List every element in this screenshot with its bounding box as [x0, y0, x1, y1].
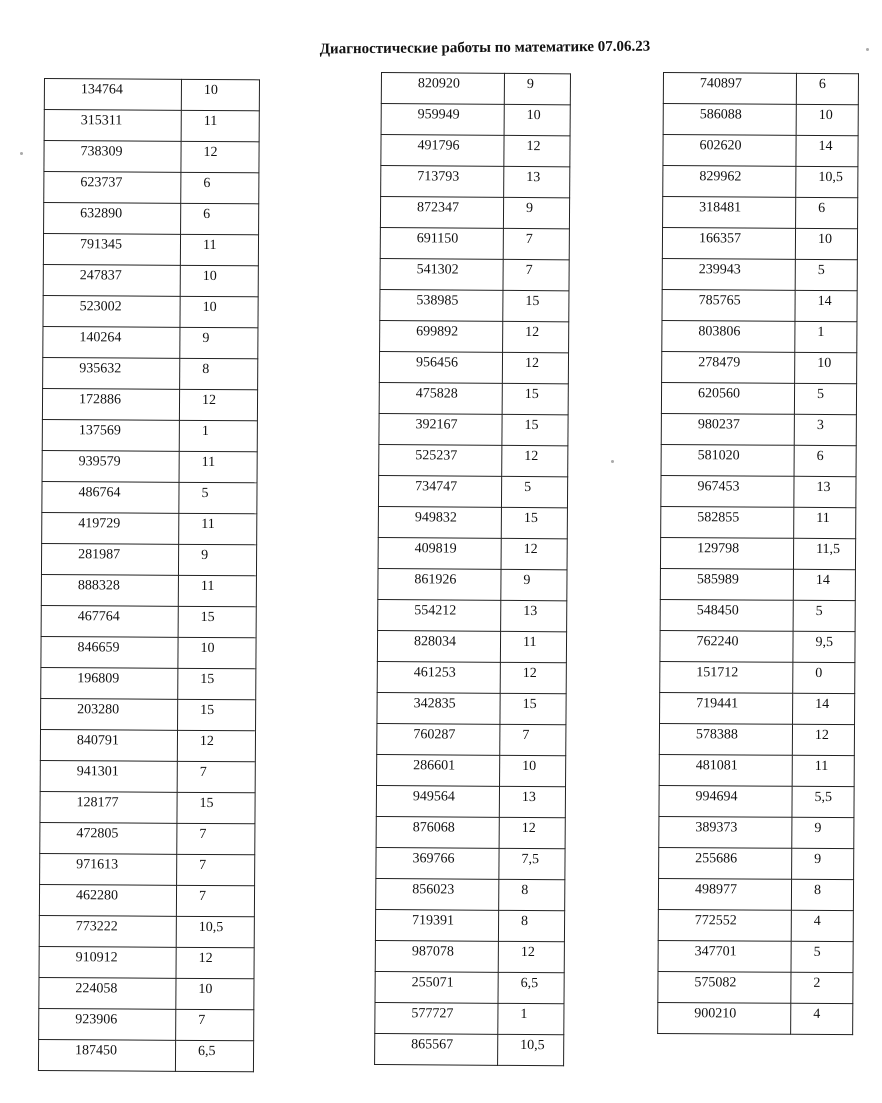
- score-value: 5: [179, 482, 257, 513]
- participant-id: 829962: [663, 166, 796, 198]
- score-value: 10: [796, 104, 858, 135]
- table-row: [376, 785, 565, 817]
- score-value: 4: [791, 910, 853, 941]
- score-value: 12: [179, 389, 257, 420]
- score-value: 11: [178, 575, 256, 606]
- score-value: 9: [178, 544, 256, 575]
- score-value: 10: [795, 352, 857, 383]
- score-value: 13: [794, 476, 856, 507]
- table-row: [658, 1002, 853, 1034]
- participant-id: 461253: [377, 661, 500, 693]
- participant-id: 486764: [42, 481, 179, 513]
- participant-id: 137569: [42, 419, 179, 451]
- table-row: [44, 172, 259, 204]
- table-row: [42, 419, 257, 451]
- score-value: 15: [178, 668, 256, 699]
- table-row: [381, 135, 570, 167]
- participant-id: 620560: [661, 382, 794, 414]
- score-value: 10: [795, 228, 857, 259]
- participant-id: 738309: [44, 141, 181, 173]
- table-row: [660, 568, 855, 600]
- table-row: [40, 729, 255, 761]
- participant-id: 994694: [659, 785, 792, 817]
- score-value: 6: [796, 197, 858, 228]
- table-row: [660, 661, 855, 693]
- table-row: [377, 692, 566, 724]
- participant-id: 347701: [658, 940, 791, 972]
- participant-id: 734747: [378, 475, 501, 507]
- table-row: [380, 227, 569, 259]
- table-row: [378, 568, 567, 600]
- participant-id: 846659: [41, 636, 178, 668]
- score-value: 11: [179, 451, 257, 482]
- participant-id: 255686: [659, 847, 792, 879]
- participant-id: 538985: [380, 289, 503, 321]
- score-value: 12: [176, 947, 254, 978]
- table-row: [375, 1002, 564, 1034]
- table-row: [659, 723, 854, 755]
- participant-id: 785765: [662, 289, 795, 321]
- participant-id: 151712: [660, 661, 793, 693]
- participant-id: 959949: [381, 104, 504, 136]
- page-title: Диагностические работы по математике 07.06.23: [319, 38, 651, 58]
- score-value: 9: [792, 848, 854, 879]
- participant-id: 923906: [39, 1008, 176, 1040]
- participant-id: 467764: [41, 605, 178, 637]
- table-row: [41, 574, 256, 606]
- table-row: [659, 754, 854, 786]
- participant-id: 876068: [376, 816, 499, 848]
- table-row: [658, 971, 853, 1003]
- table-row: [661, 382, 856, 414]
- participant-id: 224058: [39, 977, 176, 1009]
- participant-id: 462280: [39, 884, 176, 916]
- score-value: 6: [796, 73, 858, 104]
- score-value: 15: [500, 693, 566, 724]
- participant-id: 548450: [660, 599, 793, 631]
- table-row: [41, 605, 256, 637]
- score-value: 6: [181, 172, 259, 203]
- score-value: 15: [177, 792, 255, 823]
- table-row: [381, 104, 570, 136]
- participant-id: 541302: [380, 258, 503, 290]
- participant-id: 865567: [375, 1033, 498, 1065]
- table-row: [43, 264, 258, 296]
- participant-id: 602620: [663, 135, 796, 167]
- participant-id: 762240: [660, 630, 793, 662]
- table-row: [39, 946, 254, 978]
- participant-id: 577727: [375, 1002, 498, 1034]
- participant-id: 585989: [660, 568, 793, 600]
- table-row: [375, 909, 564, 941]
- participant-id: 575082: [658, 971, 791, 1003]
- table-row: [661, 413, 856, 445]
- table-row: [39, 977, 254, 1009]
- score-value: 1: [795, 321, 857, 352]
- participant-id: 803806: [662, 320, 795, 352]
- participant-id: 578388: [659, 723, 792, 755]
- table-row: [660, 692, 855, 724]
- score-value: 11: [794, 507, 856, 538]
- score-value: 12: [502, 352, 568, 383]
- participant-id: 128177: [40, 791, 177, 823]
- table-row: [40, 822, 255, 854]
- score-value: 15: [502, 383, 568, 414]
- participant-id: 956456: [379, 351, 502, 383]
- table-row: [41, 667, 256, 699]
- participant-id: 166357: [662, 228, 795, 260]
- participant-id: 900210: [658, 1002, 791, 1034]
- score-value: 2: [791, 972, 853, 1003]
- table-row: [660, 630, 855, 662]
- score-value: 8: [498, 910, 564, 941]
- table-row: [375, 971, 564, 1003]
- table-row: [662, 228, 857, 260]
- participant-id: 791345: [43, 234, 180, 266]
- participant-id: 318481: [663, 197, 796, 229]
- participant-id: 828034: [377, 630, 500, 662]
- participant-id: 369766: [376, 847, 499, 879]
- score-value: 15: [178, 699, 256, 730]
- score-value: 15: [501, 507, 567, 538]
- score-value: 5: [501, 476, 567, 507]
- participant-id: 632890: [44, 203, 181, 235]
- participant-id: 967453: [661, 475, 794, 507]
- participant-id: 392167: [379, 413, 502, 445]
- scores-table-3: [657, 72, 859, 1035]
- table-row: [658, 909, 853, 941]
- table-row: [39, 915, 254, 947]
- table-row: [663, 104, 858, 136]
- score-value: 5: [794, 383, 856, 414]
- participant-id: 719441: [660, 692, 793, 724]
- participant-id: 820920: [381, 73, 504, 105]
- table-row: [39, 1008, 254, 1040]
- score-value: 9,5: [793, 631, 855, 662]
- participant-id: 888328: [41, 574, 178, 606]
- scores-table-2: [374, 72, 571, 1066]
- participant-id: 523002: [43, 295, 180, 327]
- participant-id: 196809: [41, 667, 178, 699]
- table-row: [380, 258, 569, 290]
- table-row: [378, 506, 567, 538]
- score-value: 12: [500, 662, 566, 693]
- participant-id: 134764: [44, 79, 181, 111]
- table-row: [663, 135, 858, 167]
- score-value: 11: [792, 755, 854, 786]
- score-value: 7,5: [499, 848, 565, 879]
- table-row: [379, 444, 568, 476]
- participant-id: 129798: [660, 537, 793, 569]
- score-value: 10: [500, 755, 566, 786]
- table-row: [376, 847, 565, 879]
- score-value: 8: [499, 879, 565, 910]
- table-row: [43, 326, 258, 358]
- score-value: 12: [503, 321, 569, 352]
- score-value: 11,5: [793, 538, 855, 569]
- score-value: 1: [498, 1003, 564, 1034]
- participant-id: 187450: [38, 1039, 175, 1071]
- score-value: 10,5: [176, 916, 254, 947]
- table-row: [42, 512, 257, 544]
- participant-id: 582855: [661, 506, 794, 538]
- participant-id: 772552: [658, 909, 791, 941]
- table-row: [40, 760, 255, 792]
- table-row: [43, 234, 258, 266]
- score-value: 11: [181, 110, 259, 141]
- table-row: [41, 636, 256, 668]
- table-row: [659, 816, 854, 848]
- participant-id: 255071: [375, 971, 498, 1003]
- participant-id: 861926: [378, 568, 501, 600]
- participant-id: 713793: [381, 166, 504, 198]
- score-value: 6,5: [175, 1040, 253, 1071]
- score-value: 13: [501, 600, 567, 631]
- participant-id: 949832: [378, 506, 501, 538]
- table-row: [44, 79, 259, 111]
- score-value: 14: [793, 569, 855, 600]
- table-row: [381, 166, 570, 198]
- table-row: [380, 320, 569, 352]
- score-value: 12: [504, 135, 570, 166]
- table-row: [377, 630, 566, 662]
- score-value: 5,5: [792, 786, 854, 817]
- table-row: [660, 537, 855, 569]
- score-value: 5: [791, 941, 853, 972]
- table-row: [378, 599, 567, 631]
- score-value: 10: [176, 978, 254, 1009]
- participant-id: 203280: [41, 698, 178, 730]
- score-value: 12: [502, 445, 568, 476]
- table-row: [381, 73, 570, 105]
- score-value: 7: [176, 1009, 254, 1040]
- participant-id: 472805: [40, 822, 177, 854]
- participant-id: 239943: [662, 258, 795, 290]
- table-row: [44, 203, 259, 235]
- score-value: 14: [796, 135, 858, 166]
- participant-id: 498977: [658, 878, 791, 910]
- table-row: [39, 884, 254, 916]
- participant-id: 586088: [663, 104, 796, 136]
- score-value: 15: [503, 290, 569, 321]
- participant-id: 419729: [42, 512, 179, 544]
- table-row: [659, 847, 854, 879]
- score-value: 9: [504, 73, 570, 104]
- table-row: [379, 382, 568, 414]
- participant-id: 840791: [40, 729, 177, 761]
- score-value: 13: [499, 786, 565, 817]
- participant-id: 623737: [44, 172, 181, 204]
- table-row: [375, 940, 564, 972]
- participant-id: 740897: [663, 73, 796, 105]
- score-value: 10,5: [498, 1034, 564, 1065]
- score-value: 7: [503, 228, 569, 259]
- score-value: 11: [179, 513, 257, 544]
- table-row: [378, 537, 567, 569]
- score-value: 6: [181, 203, 259, 234]
- table-row: [662, 320, 857, 352]
- table-row: [658, 878, 853, 910]
- participant-id: 278479: [662, 351, 795, 383]
- score-value: 3: [794, 414, 856, 445]
- score-value: 6: [794, 445, 856, 476]
- score-value: 15: [502, 414, 568, 445]
- participant-id: 525237: [379, 444, 502, 476]
- table-row: [662, 351, 857, 383]
- participant-id: 935632: [43, 357, 180, 389]
- score-value: 12: [792, 724, 854, 755]
- score-value: 8: [180, 358, 258, 389]
- score-value: 10: [504, 104, 570, 135]
- table-row: [377, 754, 566, 786]
- table-row: [44, 110, 259, 142]
- table-row: [41, 543, 256, 575]
- table-row: [377, 661, 566, 693]
- table-row: [380, 289, 569, 321]
- table-row: [40, 791, 255, 823]
- table-row: [379, 413, 568, 445]
- table-row: [44, 141, 259, 173]
- score-value: 12: [499, 817, 565, 848]
- participant-id: 987078: [375, 940, 498, 972]
- score-value: 7: [177, 854, 255, 885]
- participant-id: 315311: [44, 110, 181, 142]
- table-row: [662, 258, 857, 290]
- participant-id: 286601: [377, 754, 500, 786]
- score-value: 7: [500, 724, 566, 755]
- table-row: [43, 295, 258, 327]
- scan-speck: [611, 460, 614, 463]
- score-value: 11: [180, 234, 258, 265]
- score-value: 13: [504, 166, 570, 197]
- score-value: 7: [177, 823, 255, 854]
- score-value: 15: [178, 606, 256, 637]
- score-value: 9: [501, 569, 567, 600]
- participant-id: 481081: [659, 754, 792, 786]
- table-row: [375, 1033, 564, 1065]
- participant-id: 491796: [381, 135, 504, 167]
- table-row: [376, 878, 565, 910]
- participant-id: 389373: [659, 816, 792, 848]
- participant-id: 691150: [380, 227, 503, 259]
- table-row: [663, 197, 858, 229]
- score-value: 5: [793, 600, 855, 631]
- participant-id: 971613: [40, 853, 177, 885]
- participant-id: 140264: [43, 326, 180, 358]
- score-value: 12: [501, 538, 567, 569]
- table-row: [378, 475, 567, 507]
- table-row: [42, 388, 257, 420]
- table-row: [380, 197, 569, 229]
- score-value: 12: [177, 730, 255, 761]
- participant-id: 281987: [41, 543, 178, 575]
- score-value: 10: [180, 296, 258, 327]
- participant-id: 773222: [39, 915, 176, 947]
- score-value: 11: [500, 631, 566, 662]
- score-value: 7: [176, 885, 254, 916]
- score-value: 7: [177, 761, 255, 792]
- score-value: 12: [181, 141, 259, 172]
- table-row: [42, 481, 257, 513]
- table-row: [662, 289, 857, 321]
- score-value: 9: [792, 817, 854, 848]
- table-row: [40, 853, 255, 885]
- participant-id: 172886: [42, 388, 179, 420]
- table-row: [658, 940, 853, 972]
- table-row: [663, 73, 858, 105]
- score-value: 7: [503, 259, 569, 290]
- table-row: [661, 444, 856, 476]
- score-value: 9: [180, 327, 258, 358]
- scan-speck: [866, 48, 869, 51]
- score-value: 10: [181, 79, 259, 110]
- table-row: [42, 450, 257, 482]
- table-row: [663, 166, 858, 198]
- score-value: 4: [791, 1003, 853, 1034]
- table-row: [659, 785, 854, 817]
- score-value: 1: [179, 420, 257, 451]
- score-value: 6,5: [498, 972, 564, 1003]
- scores-table-1: [38, 78, 260, 1072]
- participant-id: 980237: [661, 413, 794, 445]
- score-value: 14: [795, 290, 857, 321]
- participant-id: 719391: [375, 909, 498, 941]
- table-row: [38, 1039, 253, 1071]
- table-row: [377, 723, 566, 755]
- participant-id: 475828: [379, 382, 502, 414]
- score-value: 5: [795, 259, 857, 290]
- score-value: 10: [180, 265, 258, 296]
- participant-id: 856023: [376, 878, 499, 910]
- participant-id: 939579: [42, 450, 179, 482]
- participant-id: 554212: [378, 599, 501, 631]
- participant-id: 941301: [40, 760, 177, 792]
- table-row: [661, 475, 856, 507]
- table-row: [43, 357, 258, 389]
- score-value: 14: [793, 693, 855, 724]
- table-row: [661, 506, 856, 538]
- table-row: [660, 599, 855, 631]
- score-value: 9: [503, 197, 569, 228]
- table-row: [376, 816, 565, 848]
- participant-id: 581020: [661, 444, 794, 476]
- table-row: [41, 698, 256, 730]
- participant-id: 409819: [378, 537, 501, 569]
- participant-id: 247837: [43, 264, 180, 296]
- participant-id: 872347: [380, 197, 503, 229]
- score-value: 12: [498, 941, 564, 972]
- score-value: 10: [178, 637, 256, 668]
- score-value: 10,5: [796, 166, 858, 197]
- participant-id: 910912: [39, 946, 176, 978]
- participant-id: 699892: [380, 320, 503, 352]
- score-value: 0: [793, 662, 855, 693]
- participant-id: 949564: [376, 785, 499, 817]
- participant-id: 342835: [377, 692, 500, 724]
- scan-speck: [20, 152, 23, 155]
- participant-id: 760287: [377, 723, 500, 755]
- score-value: 8: [791, 879, 853, 910]
- table-row: [379, 351, 568, 383]
